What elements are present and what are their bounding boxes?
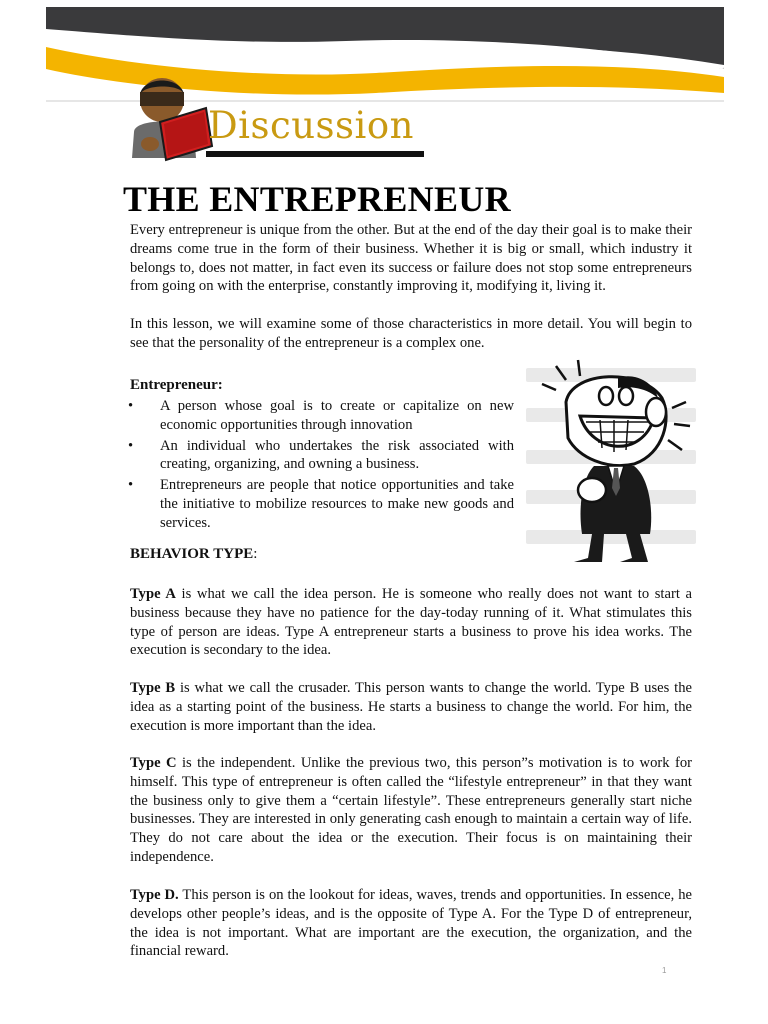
type-description: is the independent. Unlike the previous two, this person”s motivation is to work for himself. This type of entrepreneur is often called the “lifestyle entrepreneur” in that they want the business only to give them a “certain lifestyle”. These entrepreneurs generally start niche businesses. They are interested in only generating cash enough to maintain a certain way of life. They do not care about the idea or the execution. Their focus is on maintaining their independence. [130, 755, 693, 865]
behavior-heading-colon: : [253, 546, 258, 562]
type-label: Type C [130, 755, 177, 771]
behavior-type-heading [130, 546, 257, 563]
bullet-text: A person whose goal is to create or capitalize on new economic opportunities through innovation [160, 398, 514, 433]
intro-paragraph-2: In this lesson, we will examine some of those characteristics in more detail. You will begin to see that the personality of the entrepreneur is a complex one. [130, 316, 692, 351]
intro-paragraph-1: Every entrepreneur is unique from the other. But at the end of the day their goal is to make their dreams come true in the form of their business. Whether it is big or small, which industry it belongs to, does not matter, in fact even its success or failure does not stop some entrepreneurs from going on with the enterprise, constantly improving it, modifying it, living it. [130, 222, 692, 295]
bullet-icon: • [128, 398, 134, 414]
list-item [128, 437, 514, 475]
type-description: is what we call the idea person. He is someone who really does not want to start a business because they have no patience for the day-today running of it. What stimulates this type of person are ideas. Type A entrepreneur starts a business to prove his idea works. The execution is secondary to the idea. [130, 586, 692, 659]
type-description: is what we call the crusader. This person wants to change the world. Type B uses the idea as a starting point of the business. He starts a business to change the world. For him, the execution is more important than the idea. [130, 680, 692, 734]
laughing-businessman-illustration [522, 358, 700, 570]
page-title: THE ENTREPRENEUR [123, 179, 511, 219]
entrepreneur-heading: Entrepreneur: [130, 377, 223, 393]
list-item [128, 476, 514, 532]
type-d-paragraph [130, 886, 692, 961]
type-b-paragraph [130, 679, 692, 735]
type-description: This person is on the lookout for ideas, waves, trends and opportunities. In essence, he develops other people’s ideas, and is the opposite of Type A. For the Type D of entrepreneur, the idea is not important. What are important are the execution, the organization, and the financial reward. [130, 887, 692, 960]
list-item [128, 397, 514, 435]
entrepreneur-bullet-list [128, 397, 514, 535]
section-underline [206, 151, 424, 157]
type-label: Type A [130, 586, 176, 602]
bullet-icon: • [128, 477, 134, 494]
behavior-heading-text: BEHAVIOR TYPE [130, 546, 254, 562]
page-number: 1 [662, 966, 667, 975]
type-label: Type D. [130, 887, 179, 903]
type-a-paragraph [130, 585, 692, 660]
type-c-paragraph [130, 754, 692, 867]
type-label: Type B [130, 680, 176, 696]
section-label: Discussion [208, 104, 414, 147]
bullet-icon: • [128, 437, 134, 454]
bullet-text: Entrepreneurs are people that notice opportunities and take the initiative to mobilize resources to make new goods and services. [160, 477, 514, 531]
bullet-text: An individual who undertakes the risk associated with creating, organizing, and owning a business. [160, 437, 514, 473]
